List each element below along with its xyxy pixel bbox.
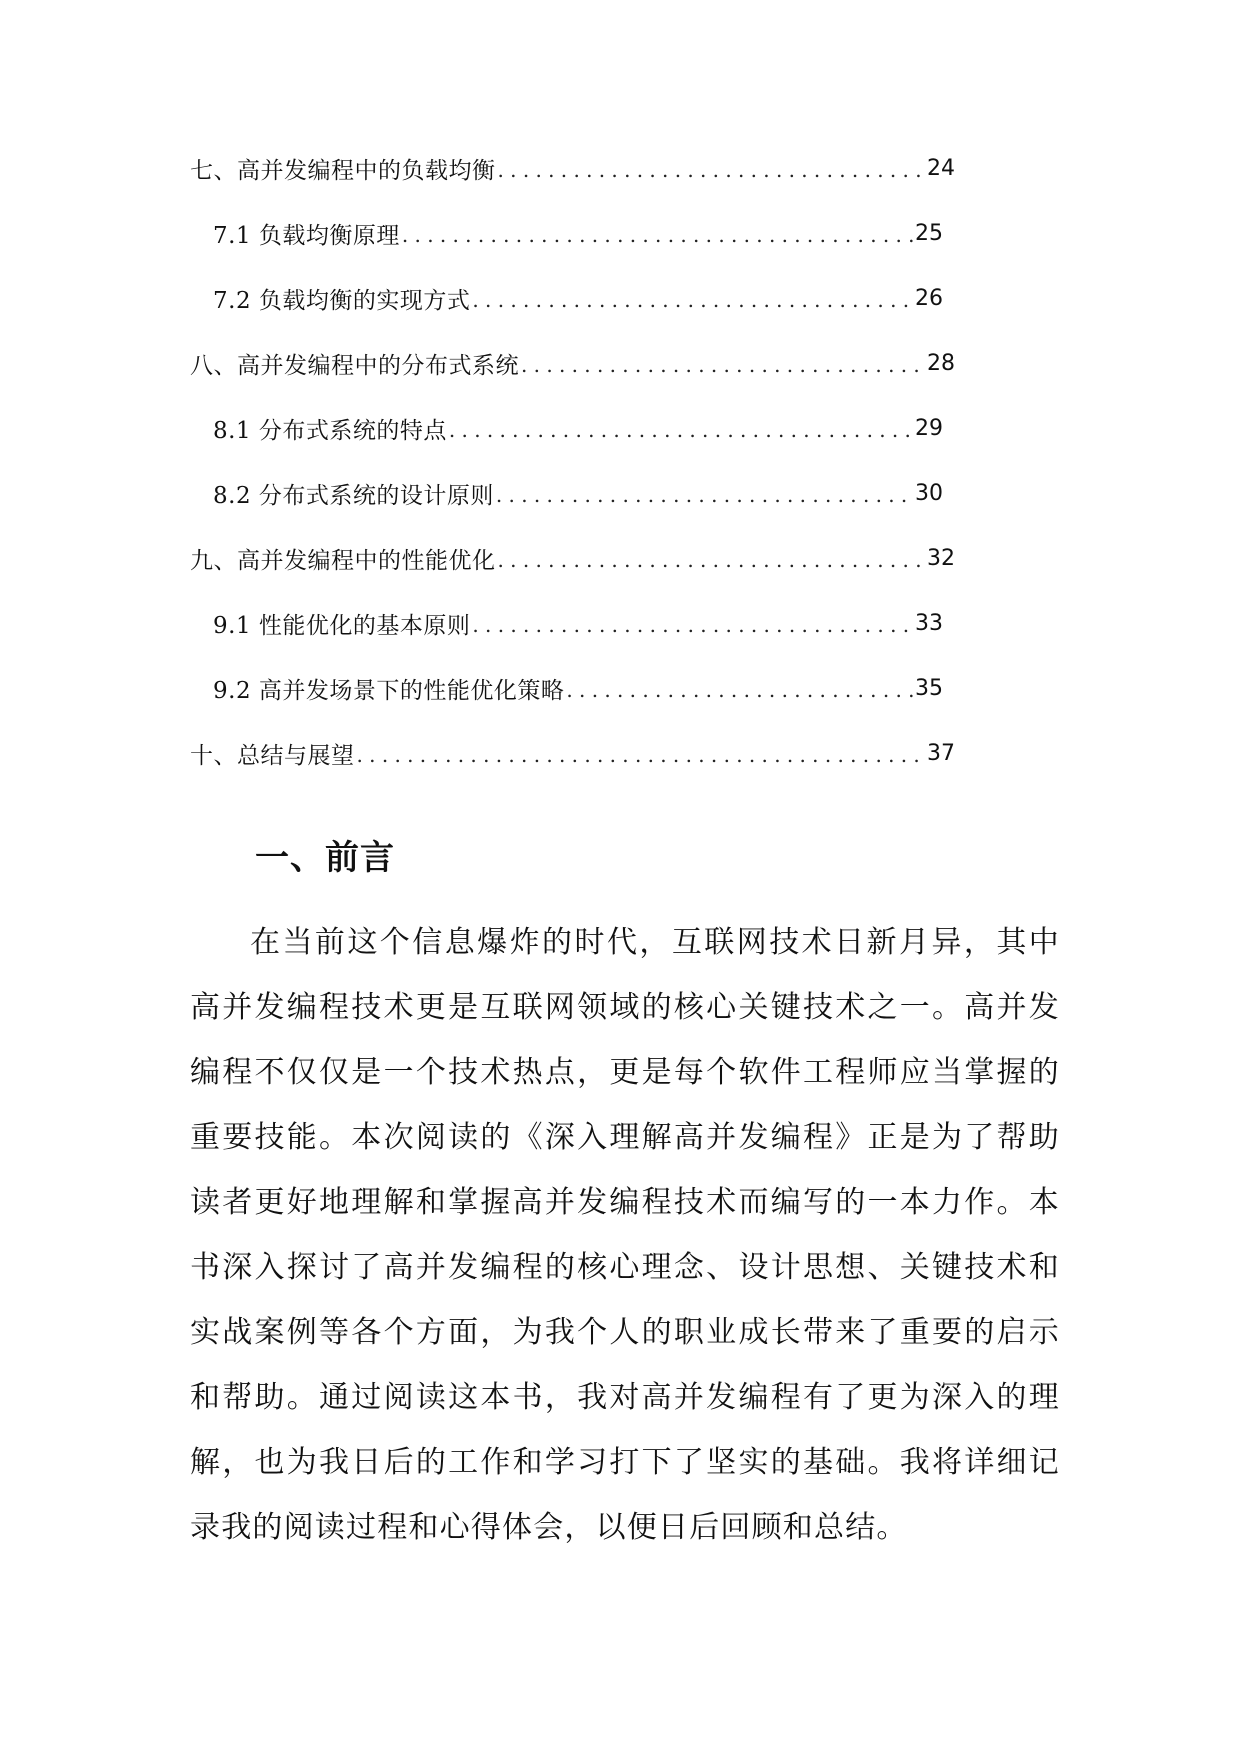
toc-leader-dots <box>472 288 913 312</box>
toc-page-number: 28 <box>927 350 955 376</box>
toc-leader-dots <box>521 353 925 377</box>
toc-entry-section-8-2[interactable] <box>213 473 943 513</box>
toc-page-number: 37 <box>927 740 955 766</box>
toc-entry-label: 十、总结与展望 <box>190 742 355 769</box>
toc-entry-label: 7.1 负载均衡原理 <box>213 222 400 249</box>
toc-entry-section-9-2[interactable] <box>213 668 943 708</box>
toc-entry-chapter-8[interactable] <box>190 343 955 383</box>
body-paragraph: 在当前这个信息爆炸的时代，互联网技术日新月异，其中高并发编程技术更是互联网领域的核心关键技术之一。高并发编程不仅仅是一个技术热点，更是每个软件工程师应当掌握的重要技能。本次阅读的《深入理解高并发编程》正是为了帮助读者更好地理解和掌握高并发编程技术而编写的一本力作。本书深入探讨了高并发编程的核心理念、设计思想、关键技术和实战案例等各个方面，为我个人的职业成长带来了重要的启示和帮助。通过阅读这本书，我对高并发编程有了更为深入的理解，也为我日后的工作和学习打下了坚实的基础。我将详细记录我的阅读过程和心得体会，以便日后回顾和总结。 <box>190 925 1060 1545</box>
toc-leader-dots <box>402 223 913 247</box>
toc-leader-dots <box>566 678 913 702</box>
toc-entry-label: 9.2 高并发场景下的性能优化策略 <box>213 677 565 704</box>
toc-leader-dots <box>496 483 913 507</box>
toc-page-number: 29 <box>915 415 943 441</box>
toc-entry-label: 8.2 分布式系统的设计原则 <box>213 482 494 509</box>
toc-entry-section-7-2[interactable] <box>213 278 943 318</box>
toc-leader-dots <box>498 548 926 572</box>
toc-page-number: 26 <box>915 285 943 311</box>
toc-entry-section-8-1[interactable] <box>213 408 943 448</box>
toc-page-number: 32 <box>927 545 955 571</box>
section-heading: 一、前言 <box>255 838 395 878</box>
toc-entry-chapter-9[interactable] <box>190 538 955 578</box>
toc-entry-label: 七、高并发编程中的负载均衡 <box>190 157 496 184</box>
toc-leader-dots <box>357 743 926 767</box>
toc-leader-dots <box>472 613 913 637</box>
toc-entry-chapter-10[interactable] <box>190 733 955 773</box>
toc-entry-section-7-1[interactable] <box>213 213 943 253</box>
toc-page-number: 25 <box>915 220 943 246</box>
toc-page-number: 30 <box>915 480 943 506</box>
toc-entry-label: 8.1 分布式系统的特点 <box>213 417 447 444</box>
toc-entry-section-9-1[interactable] <box>213 603 943 643</box>
toc-entry-label: 九、高并发编程中的性能优化 <box>190 547 496 574</box>
toc-page-number: 35 <box>915 675 943 701</box>
toc-entry-label: 9.1 性能优化的基本原则 <box>213 612 471 639</box>
toc-entry-chapter-7[interactable] <box>190 148 955 188</box>
toc-entry-label: 八、高并发编程中的分布式系统 <box>190 352 519 379</box>
toc-page-number: 33 <box>915 610 943 636</box>
toc-leader-dots <box>449 418 913 442</box>
toc-page-number: 24 <box>927 155 955 181</box>
toc-leader-dots <box>498 158 926 182</box>
toc-entry-label: 7.2 负载均衡的实现方式 <box>213 287 471 314</box>
